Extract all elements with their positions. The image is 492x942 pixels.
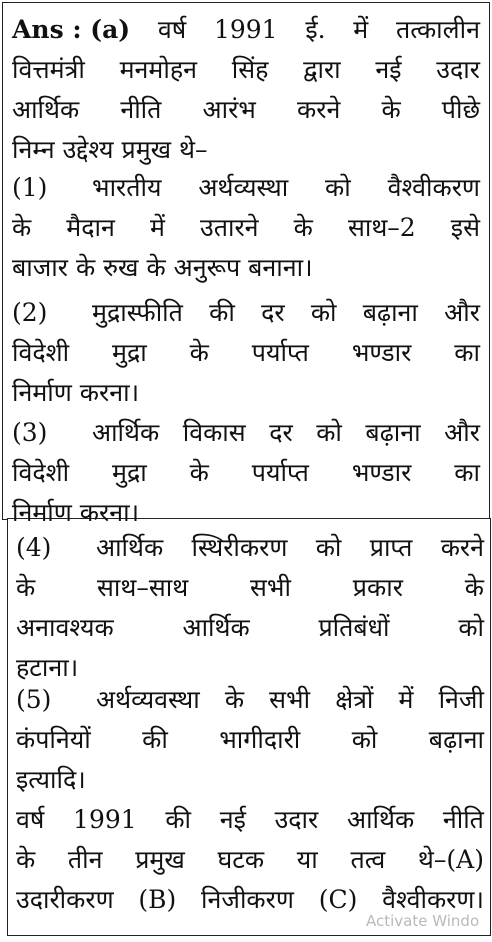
word: उतारने	[200, 213, 259, 242]
word: भण्डार	[351, 338, 412, 367]
word: करने	[297, 95, 341, 124]
intro-line-2	[12, 50, 480, 90]
word: में	[353, 15, 369, 44]
word: को	[325, 173, 351, 202]
item-5-line-1	[96, 680, 484, 720]
word: आरंभ	[202, 95, 256, 124]
word: सभी	[269, 685, 311, 714]
word: कंपनियों	[16, 725, 91, 754]
word: के	[16, 845, 36, 874]
word: मुद्रा	[112, 458, 147, 487]
word: की	[165, 805, 192, 834]
word: भागीदारी	[219, 725, 301, 754]
word: क्षेत्रों	[335, 685, 374, 714]
item-number: (2)	[12, 298, 48, 327]
word: साथ–2	[347, 213, 416, 242]
word: निजीकरण	[201, 885, 294, 914]
word: वैश्वीकरण।	[382, 885, 484, 914]
item-4-line-2	[16, 568, 484, 608]
word: वर्ष	[157, 15, 187, 44]
word: नई	[375, 55, 402, 84]
intro-line-3	[12, 90, 480, 130]
word: घटक	[217, 845, 265, 874]
item-number: (5)	[16, 685, 52, 714]
item-1-line-1	[92, 168, 480, 208]
word: आर्थिक	[346, 805, 415, 834]
word: भण्डार	[351, 458, 412, 487]
closing-line-2	[16, 840, 484, 880]
word: प्राप्त	[369, 533, 413, 562]
word: वैश्वीकरण	[387, 173, 480, 202]
word: सभी	[250, 573, 291, 602]
word: आर्थिक	[12, 95, 80, 124]
word: आर्थिक	[182, 613, 250, 642]
word: दर	[261, 298, 285, 327]
item-3-line-3: निर्माण करना।	[12, 498, 140, 527]
word: आर्थिक	[92, 418, 160, 447]
word: को	[310, 298, 337, 327]
word: मैदान	[66, 213, 115, 242]
word: के	[224, 685, 245, 714]
word: में	[149, 213, 165, 242]
word: प्रतिबंधों	[318, 613, 390, 642]
word: बढ़ाना	[362, 298, 418, 327]
word: स्थिरीकरण	[191, 533, 288, 562]
word: नई	[219, 805, 246, 834]
word: के	[464, 573, 484, 602]
word: के	[381, 95, 401, 124]
item-2-line-2	[12, 333, 480, 373]
word: (C)	[318, 885, 358, 914]
word: करने	[440, 533, 484, 562]
word: को	[315, 533, 342, 562]
item-number: (1)	[12, 173, 48, 202]
item-number: (4)	[16, 533, 52, 562]
item-5-line-3: इत्यादि।	[16, 765, 86, 794]
word: विकास	[182, 418, 246, 447]
item-2-line-3: निर्माण करना।	[12, 378, 140, 407]
item-1-line-2	[12, 208, 480, 248]
answer-label: Ans : (a)	[12, 15, 131, 44]
word: पीछे	[441, 95, 480, 124]
word: वित्तमंत्री	[12, 55, 85, 84]
word: या	[296, 845, 318, 874]
word: साथ–साथ	[97, 573, 189, 602]
word: विदेशी	[12, 458, 70, 487]
word: सिंह	[231, 55, 269, 84]
word: अनावश्यक	[16, 613, 114, 642]
word: नीति	[120, 95, 162, 124]
word: वर्ष	[16, 805, 45, 834]
word: नीति	[442, 805, 484, 834]
activation-watermark: Activate Windo	[366, 912, 480, 930]
word: के	[12, 213, 32, 242]
word: का	[454, 458, 480, 487]
word: के	[189, 458, 209, 487]
word: विदेशी	[12, 338, 70, 367]
item-4-line-3	[16, 608, 484, 648]
intro-line-4: निम्न उद्देश्य प्रमुख थे–	[12, 135, 208, 164]
word: ई.	[305, 15, 326, 44]
word: और	[444, 298, 480, 327]
word: अर्थव्यवस्था	[96, 685, 200, 714]
word: को	[351, 725, 378, 754]
word: मुद्रास्फीति	[92, 298, 183, 327]
word: अर्थव्यस्था	[198, 173, 289, 202]
intro-line-1	[12, 10, 480, 50]
word: और	[444, 418, 480, 447]
word: (B)	[138, 885, 177, 914]
word: 1991	[73, 805, 137, 834]
word: प्रमुख	[135, 845, 185, 874]
word: बढ़ाना	[428, 725, 484, 754]
item-1-line-3: बाजार के रुख के अनुरूप बनाना।	[12, 253, 313, 282]
word: उदारीकरण	[16, 885, 114, 914]
word: का	[454, 338, 480, 367]
word: इसे	[450, 213, 480, 242]
word: पर्याप्त	[251, 338, 309, 367]
item-4-line-1	[96, 528, 484, 568]
word: भारतीय	[92, 173, 162, 202]
word: के	[16, 573, 36, 602]
item-2-line-1	[92, 293, 480, 333]
word: तत्व	[350, 845, 386, 874]
word: को	[458, 613, 484, 642]
word: बढ़ाना	[365, 418, 421, 447]
word: आर्थिक	[96, 533, 164, 562]
word: दर	[269, 418, 293, 447]
word: की	[209, 298, 235, 327]
word: मनमोहन	[119, 55, 198, 84]
word: प्रकार	[352, 573, 403, 602]
word: तीन	[67, 845, 103, 874]
word: निजी	[438, 685, 484, 714]
word: तत्कालीन	[395, 15, 480, 44]
word: के	[293, 213, 313, 242]
word: थे–(A)	[417, 845, 484, 874]
word: पर्याप्त	[251, 458, 309, 487]
word: द्वारा	[303, 55, 341, 84]
item-3-line-1	[92, 413, 480, 453]
word: को	[316, 418, 342, 447]
word: 1991	[213, 15, 278, 44]
item-5-line-2	[16, 720, 484, 760]
word: की	[142, 725, 168, 754]
word: मुद्रा	[112, 338, 147, 367]
closing-line-1	[16, 800, 484, 840]
word: उदार	[436, 55, 480, 84]
item-4-line-4: हटाना।	[16, 653, 79, 682]
word: उदार	[274, 805, 319, 834]
word: में	[398, 685, 414, 714]
item-number: (3)	[12, 418, 48, 447]
item-3-line-2	[12, 453, 480, 493]
word: के	[189, 338, 209, 367]
